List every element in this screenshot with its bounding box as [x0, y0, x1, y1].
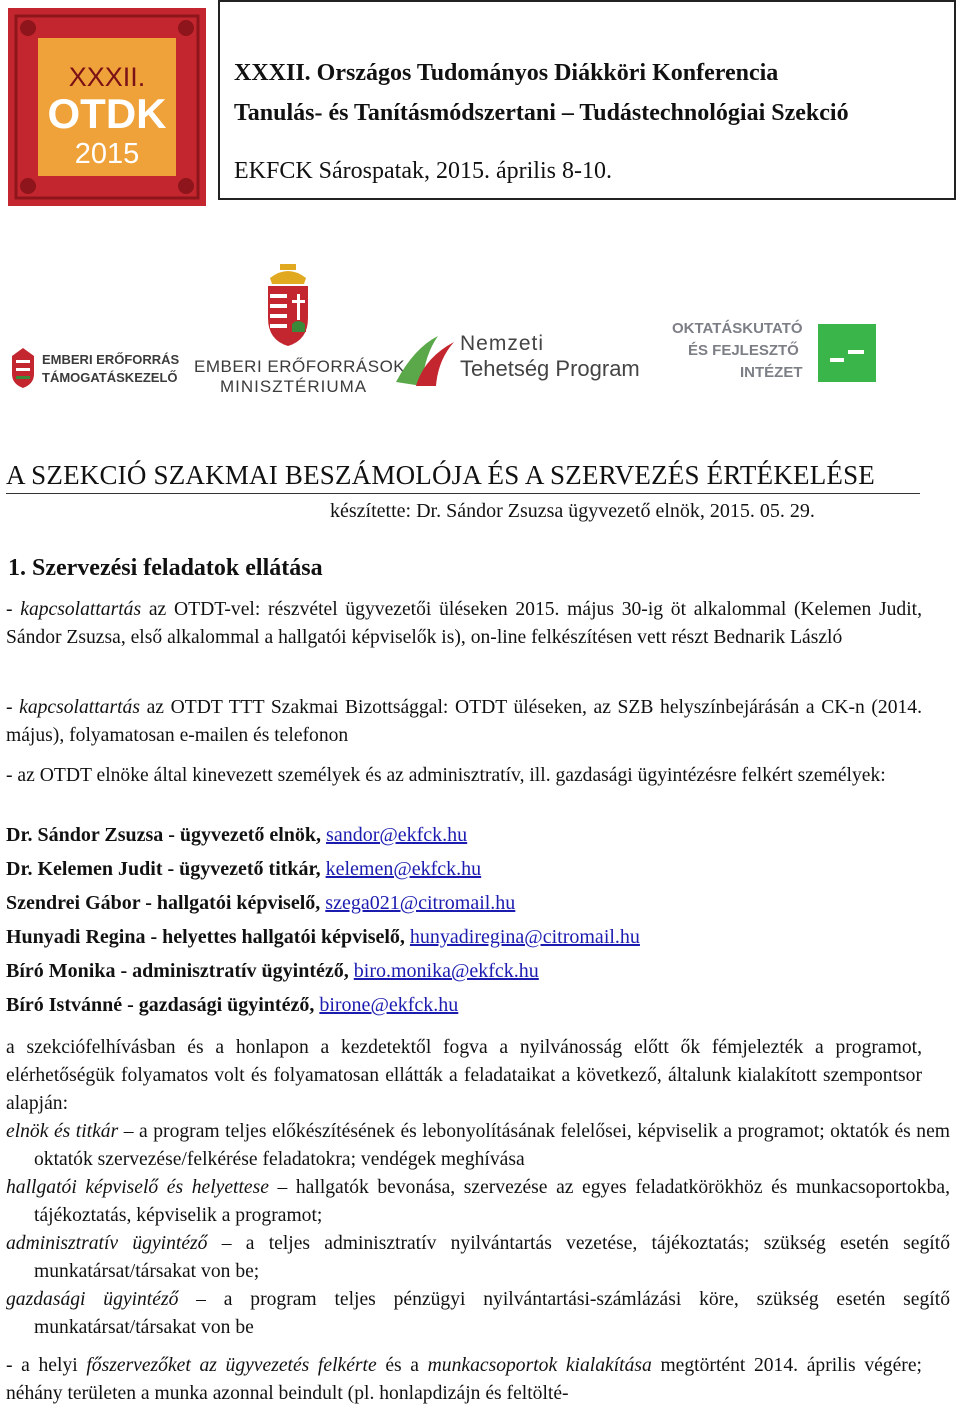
- conference-venue: EKFCK Sárospatak, 2015. április 8-10.: [234, 158, 612, 184]
- contact-row: Hunyadi Regina - helyettes hallgatói képviselő, hunyadiregina@citromail.hu: [6, 926, 640, 948]
- emet-line1: EMBERI ERŐFORRÁS: [42, 352, 180, 367]
- emet-line2: TÁMOGATÁSKEZELŐ: [42, 370, 178, 385]
- conference-box: [218, 0, 956, 200]
- emmi-line1: EMBERI ERŐFORRÁSOK: [194, 357, 406, 376]
- wave-icon: [394, 328, 460, 390]
- contact-row: Szendrei Gábor - hallgatói képviselő, szega021@citromail.hu: [6, 892, 516, 914]
- otdk-logo: [8, 8, 206, 206]
- conference-section: Tanulás- és Tanításmódszertani – Tudástechnológiai Szekció: [234, 100, 849, 126]
- ntp-line1: Nemzeti: [460, 332, 545, 355]
- ofi-line1: OKTATÁSKUTATÓ: [672, 320, 803, 337]
- paragraph-organizers: - a helyi főszervezőket az ügyvezetés felkérte és a munkacsoportok kialakítása megtörtént 2014. április végére; néhány területen a munka azonnal beindult (pl. honlapdizájn és feltölté-: [6, 1355, 922, 1404]
- ofi-line3: INTÉZET: [740, 364, 803, 381]
- role-item: adminisztratív ügyintéző – a teljes adminisztratív nyilvántartás vezetése, tájékoztatás; szükség esetén segítő munkatársat/társakat von be;: [6, 1233, 950, 1282]
- email-link[interactable]: birone@ekfck.hu: [319, 994, 459, 1016]
- logo-name: OTDK: [47, 90, 167, 137]
- logo-year: 2015: [74, 138, 140, 170]
- emmi-line2: MINISZTÉRIUMA: [220, 377, 368, 396]
- contact-row: Dr. Kelemen Judit - ügyvezető titkár, kelemen@ekfck.hu: [6, 858, 482, 880]
- paragraph-szb-contact: - kapcsolattartás az OTDT TTT Szakmai Bizottsággal: OTDT üléseken, az SZB helyszínbejárásán a CK-n (2014. május), folyamatosan e-mailen és telefonon: [6, 697, 922, 746]
- coat-of-arms-icon: [258, 262, 318, 350]
- emet-logo: [8, 346, 188, 392]
- contact-row: Dr. Sándor Zsuzsa - ügyvezető elnök, sandor@ekfck.hu: [6, 824, 468, 846]
- paragraph-criteria: a szekciófelhívásban és a honlapon a kezdetektől fogva a nyilvánosság előtt ők fémjelezték a programot, elérhetőségük folyamatos volt és folyamatosan ellátták a feladataikat a következő, általunk kialakított szempontsor alapján:: [6, 1037, 922, 1114]
- paragraph-appointed: - az OTDT elnöke által kinevezett személyek és az adminisztratív, ill. gazdasági ügyintézésre felkért személyek:: [6, 765, 886, 786]
- ntp-line2: Tehetség Program: [460, 356, 640, 381]
- conference-title: XXXII. Országos Tudományos Diákköri Konferencia: [234, 60, 779, 86]
- email-link[interactable]: biro.monika@ekfck.hu: [353, 960, 539, 982]
- contact-row: Bíró Istvánné - gazdasági ügyintéző, birone@ekfck.hu: [6, 994, 459, 1016]
- ofi-square-icon: [818, 324, 876, 382]
- emmi-logo: [194, 262, 406, 398]
- ofi-line2: ÉS FEJLESZTŐ: [688, 342, 799, 359]
- role-item: gazdasági ügyintéző – a program teljes pénzügyi nyilvántartási-számlázási köre, szükség esetén segítő munkatársat/társakat von be: [6, 1289, 950, 1338]
- logo-roman: XXXII.: [68, 62, 146, 92]
- role-item: elnök és titkár – a program teljes előkészítésének és lebonyolításának felelősei, képviselik a programot; oktatók és nem oktatók szervezése/felkérése feladatokra; vendégek meghívása: [6, 1121, 951, 1170]
- email-link[interactable]: hunyadiregina@citromail.hu: [409, 926, 640, 948]
- email-link[interactable]: sandor@ekfck.hu: [326, 824, 468, 846]
- contact-row: Bíró Monika - adminisztratív ügyintéző, biro.monika@ekfck.hu: [6, 960, 539, 982]
- email-link[interactable]: kelemen@ekfck.hu: [325, 858, 482, 880]
- report-title: A SZEKCIÓ SZAKMAI BESZÁMOLÓJA ÉS A SZERVEZÉS ÉRTÉKELÉSE: [6, 460, 920, 494]
- section-heading: 1. Szervezési feladatok ellátása: [8, 555, 323, 581]
- email-link[interactable]: szega021@citromail.hu: [325, 892, 516, 914]
- role-item: hallgatói képviselő és helyettese – hallgatók bevonása, szervezése az egyes feladatkörökhöz és munkacsoportokba, tájékoztatás, képviselik a programot;: [6, 1177, 950, 1226]
- ntp-logo: [394, 328, 656, 392]
- ofi-logo: [672, 320, 882, 386]
- prepared-by: készítette: Dr. Sándor Zsuzsa ügyvezető elnök, 2015. 05. 29.: [330, 500, 815, 522]
- paragraph-otdt-contact: - kapcsolattartás az OTDT-vel: részvétel ügyvezetői üléseken 2015. május 30-ig öt alkalommal (Kelemen Judit, Sándor Zsuzsa, első alkalommal a hallgatói képviselők is), on-line felkészítésen vett részt Bednarik László: [6, 599, 922, 648]
